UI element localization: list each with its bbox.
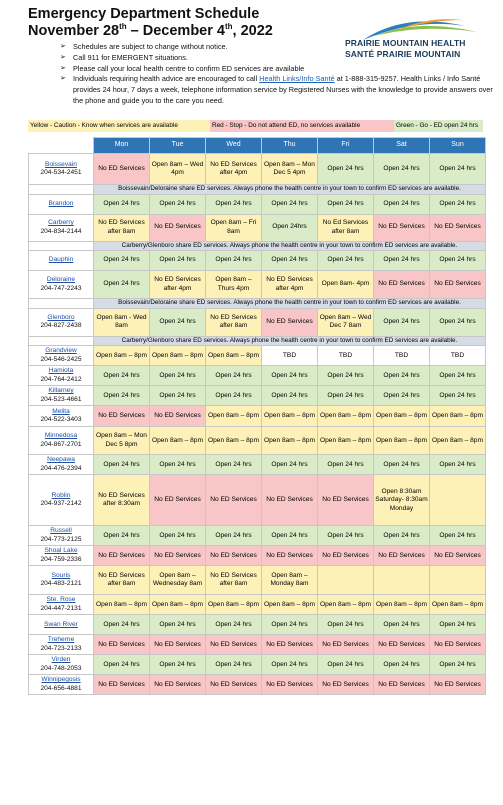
schedule-cell-thu: No ED Services (262, 308, 318, 336)
notice-item: ➢ Call 911 for EMERGENT situations. (60, 53, 500, 64)
day-header-fri: Fri (318, 138, 374, 154)
schedule-cell-sun: Open 8am – 8pm (430, 595, 486, 615)
schedule-cell-mon: Open 24 hrs (94, 655, 150, 675)
schedule-cell-tue: Open 24 hrs (150, 308, 206, 336)
schedule-cell-wed: Open 24 hrs (206, 366, 262, 386)
schedule-cell-thu: No ED Services (262, 546, 318, 566)
schedule-cell-tue: Open 24 hrs (150, 655, 206, 675)
schedule-cell-wed: Open 8am – Thurs 4pm (206, 271, 262, 299)
site-phone: 204-522-3403 (40, 416, 82, 424)
site-phone: 204-546-2425 (40, 355, 82, 363)
table-row (29, 406, 486, 427)
schedule-cell-thu: Open 24 hrs (262, 386, 318, 406)
shared-services-note: Boissevain/Deloraine share ED services. Always phone the health centre in your town to confirm ED services are available. (94, 185, 486, 195)
site-cell (29, 615, 94, 635)
schedule-cell-sat: No ED Services (374, 214, 430, 241)
day-header-sat: Sat (374, 138, 430, 154)
health-links-text-pre: Individuals requiring health advice are encouraged to call (73, 74, 260, 84)
schedule-cell-sat: Open 24 hrs (374, 615, 430, 635)
color-legend (28, 120, 483, 132)
schedule-cell-fri: No ED Services (318, 635, 374, 655)
site-name-link[interactable]: Hamiota (48, 367, 74, 375)
site-name-link[interactable]: Killarney (48, 387, 74, 395)
table-row (29, 546, 486, 566)
schedule-cell-wed: No ED Services (206, 675, 262, 695)
legend-red: Red - Stop - Do not attend ED, no services available (210, 120, 394, 132)
site-cell (29, 194, 94, 214)
title-date-start-suffix: th (119, 22, 127, 31)
schedule-cell-wed: Open 24 hrs (206, 386, 262, 406)
site-cell (29, 655, 94, 675)
site-phone: 204-523-4661 (40, 395, 82, 403)
schedule-cell-thu: Open 8am – Mon Dec 5 4pm (262, 154, 318, 185)
schedule-cell-fri: No ED Services (318, 475, 374, 526)
site-name-link[interactable]: Russell (50, 527, 72, 535)
schedule-cell-tue: Open 8am – Wednesday 8am (150, 566, 206, 595)
schedule-cell-sat: Open 24 hrs (374, 455, 430, 475)
note-spacer (29, 185, 94, 195)
site-cell (29, 635, 94, 655)
site-cell (29, 427, 94, 455)
schedule-cell-tue: No ED Services (150, 475, 206, 526)
schedule-cell-tue: Open 8am – Wed 4pm (150, 154, 206, 185)
schedule-cell-thu: No ED Services after 4pm (262, 271, 318, 299)
schedule-cell-sun (430, 566, 486, 595)
table-row (29, 214, 486, 241)
schedule-cell-fri: Open 24 hrs (318, 366, 374, 386)
site-cell (29, 366, 94, 386)
schedule-cell-fri: Open 24 hrs (318, 194, 374, 214)
schedule-cell-mon: No ED Services (94, 154, 150, 185)
schedule-cell-fri: TBD (318, 346, 374, 366)
site-name-link[interactable]: Glenboro (47, 313, 75, 321)
table-row (29, 595, 486, 615)
schedule-cell-fri: Open 8am – 8pm (318, 427, 374, 455)
schedule-cell-tue: Open 24 hrs (150, 526, 206, 546)
schedule-cell-fri: Open 24 hrs (318, 526, 374, 546)
schedule-cell-tue: No ED Services (150, 635, 206, 655)
schedule-cell-wed: Open 8am – 8pm (206, 595, 262, 615)
schedule-cell-tue: Open 8am – 8pm (150, 427, 206, 455)
schedule-cell-tue: No ED Services (150, 546, 206, 566)
site-name-link[interactable]: Melita (52, 407, 70, 415)
page-title (28, 6, 273, 40)
schedule-cell-fri: Open 24 hrs (318, 251, 374, 271)
note-spacer (29, 336, 94, 346)
schedule-cell-tue: Open 24 hrs (150, 366, 206, 386)
health-links-text-post: at 1-888-315-9257. Health Links / Info Santé provides 24 hour, 7 days a week, telephone information service by Registered Nurses with the knowledge to provide answers over the phone and guide you to the care you need. (73, 74, 493, 105)
shared-services-note: Boissevain/Deloraine share ED services. Always phone the health centre in your town to confirm ED services are available. (94, 299, 486, 309)
legend-yellow: Yellow - Caution - Know when services are available (28, 120, 210, 132)
schedule-cell-thu: Open 24 hrs (262, 251, 318, 271)
table-row (29, 251, 486, 271)
schedule-cell-mon: Open 24 hrs (94, 366, 150, 386)
schedule-cell-thu: Open 24 hrs (262, 194, 318, 214)
schedule-cell-sun: Open 24 hrs (430, 526, 486, 546)
table-row (29, 194, 486, 214)
title-date-range (28, 23, 273, 40)
schedule-cell-sat: Open 24 hrs (374, 308, 430, 336)
schedule-cell-thu: Open 8am – Monday 8am (262, 566, 318, 595)
schedule-cell-sat: No ED Services (374, 546, 430, 566)
schedule-cell-tue: Open 24 hrs (150, 194, 206, 214)
schedule-cell-mon: Open 8am – 8pm (94, 346, 150, 366)
schedule-cell-mon: Open 24 hrs (94, 526, 150, 546)
schedule-cell-sun (430, 475, 486, 526)
note-spacer (29, 299, 94, 309)
schedule-cell-sun: Open 24 hrs (430, 455, 486, 475)
site-name-link[interactable]: Minnedosa (44, 432, 78, 440)
table-row (29, 308, 486, 336)
schedule-cell-sat (374, 566, 430, 595)
site-phone: 204-748-2053 (40, 664, 82, 672)
title-date-year: , 2022 (232, 23, 273, 39)
shared-services-note-row (29, 299, 486, 309)
schedule-cell-mon: No ED Services after 8am (94, 214, 150, 241)
schedule-cell-fri: Open 24 hrs (318, 455, 374, 475)
schedule-cell-fri (318, 566, 374, 595)
schedule-cell-sat: No ED Services (374, 271, 430, 299)
table-row (29, 455, 486, 475)
ed-schedule-table (28, 137, 486, 695)
table-row (29, 427, 486, 455)
schedule-cell-tue: No ED Services (150, 675, 206, 695)
table-row (29, 526, 486, 546)
health-links-link[interactable]: Health Links/Info Santé (259, 74, 335, 84)
site-cell (29, 214, 94, 241)
schedule-cell-sat: No ED Services (374, 675, 430, 695)
schedule-cell-tue: Open 8am – 8pm (150, 346, 206, 366)
schedule-cell-sun: Open 24 hrs (430, 154, 486, 185)
site-cell (29, 406, 94, 427)
shared-services-note-row (29, 241, 486, 251)
schedule-cell-tue: Open 24 hrs (150, 386, 206, 406)
shared-services-note-row (29, 336, 486, 346)
site-cell (29, 251, 94, 271)
table-row (29, 346, 486, 366)
site-name-link[interactable]: Souris (51, 571, 71, 579)
schedule-cell-sun: Open 24 hrs (430, 615, 486, 635)
schedule-cell-sun: Open 24 hrs (430, 194, 486, 214)
site-name-link[interactable]: Grandview (45, 347, 77, 355)
schedule-cell-mon: No ED Services (94, 675, 150, 695)
schedule-cell-wed: No ED Services after 8am (206, 308, 262, 336)
schedule-cell-wed: Open 24 hrs (206, 615, 262, 635)
schedule-cell-mon: No ED Services after 8am (94, 566, 150, 595)
schedule-cell-tue: No ED Services (150, 406, 206, 427)
schedule-cell-thu: Open 24 hrs (262, 455, 318, 475)
notice-item: ➢ Please call your local health centre to confirm ED services are available (60, 64, 500, 75)
schedule-cell-sat: Open 24 hrs (374, 366, 430, 386)
site-cell (29, 308, 94, 336)
schedule-body (29, 154, 486, 695)
shared-services-note-row (29, 185, 486, 195)
site-phone: 204-476-2394 (40, 464, 82, 472)
day-header-row (29, 138, 486, 154)
site-name-link[interactable]: Neepawa (47, 456, 75, 464)
schedule-cell-sun: Open 24 hrs (430, 366, 486, 386)
site-name-link[interactable]: Treherne (47, 636, 75, 644)
table-row (29, 154, 486, 185)
note-spacer (29, 241, 94, 251)
schedule-cell-thu: Open 24hrs (262, 214, 318, 241)
site-name-link[interactable]: Carberry (48, 219, 74, 227)
schedule-cell-mon: Open 24 hrs (94, 194, 150, 214)
schedule-cell-sun: Open 24 hrs (430, 386, 486, 406)
schedule-cell-mon: Open 8am – 8pm (94, 595, 150, 615)
schedule-cell-wed: Open 24 hrs (206, 455, 262, 475)
logo-line-french: SANTÉ PRAIRIE MOUNTAIN (345, 48, 461, 59)
site-phone: 204-656-4881 (40, 684, 82, 692)
schedule-cell-thu: Open 8am – 8pm (262, 427, 318, 455)
site-phone: 204-773-2125 (40, 535, 82, 543)
schedule-cell-thu: Open 8am – 8pm (262, 406, 318, 427)
schedule-cell-tue: Open 24 hrs (150, 251, 206, 271)
schedule-cell-thu: TBD (262, 346, 318, 366)
table-row (29, 615, 486, 635)
site-cell (29, 566, 94, 595)
day-header-mon: Mon (94, 138, 150, 154)
site-cell (29, 675, 94, 695)
table-row (29, 366, 486, 386)
notice-list (60, 42, 500, 107)
schedule-cell-wed: No ED Services (206, 635, 262, 655)
schedule-cell-fri: Open 24 hrs (318, 615, 374, 635)
notice-item: ➢ Schedules are subject to change without notice. (60, 42, 500, 53)
site-phone: 204-447-2131 (40, 604, 82, 612)
schedule-cell-tue: No ED Services after 4pm (150, 271, 206, 299)
schedule-cell-fri: Open 24 hrs (318, 386, 374, 406)
site-name-link[interactable]: Boissevain (45, 160, 77, 168)
schedule-cell-mon: Open 24 hrs (94, 271, 150, 299)
notice-item-health-links (60, 74, 500, 106)
schedule-cell-fri: Open 24 hrs (318, 655, 374, 675)
title-date-start: November 28 (28, 23, 120, 39)
site-phone: 204-483-2121 (40, 580, 82, 588)
schedule-cell-tue: No ED Services (150, 214, 206, 241)
site-cell (29, 271, 94, 299)
site-cell (29, 455, 94, 475)
schedule-cell-fri: No Ed Services after 8am (318, 214, 374, 241)
schedule-cell-mon: Open 8am - Wed 8am (94, 308, 150, 336)
title-date-end-suffix: th (224, 22, 233, 31)
day-header-wed: Wed (206, 138, 262, 154)
schedule-cell-thu: Open 24 hrs (262, 526, 318, 546)
schedule-cell-thu: No ED Services (262, 475, 318, 526)
header-corner (29, 138, 94, 154)
shared-services-note: Carberry/Glenboro share ED services. Always phone the health centre in your town to confirm ED services are available. (94, 241, 486, 251)
site-phone: 204-937-2142 (40, 500, 82, 508)
table-row (29, 566, 486, 595)
title-date-mid: – December 4 (126, 23, 225, 39)
schedule-cell-sat: Open 24 hrs (374, 655, 430, 675)
schedule-cell-sat: Open 8am – 8pm (374, 595, 430, 615)
schedule-cell-fri: Open 8am – 8pm (318, 595, 374, 615)
schedule-cell-mon: No ED Services (94, 406, 150, 427)
table-row (29, 475, 486, 526)
schedule-cell-mon: No ED Services after 8:30am (94, 475, 150, 526)
day-header-thu: Thu (262, 138, 318, 154)
site-name-link[interactable]: Roblin (51, 491, 71, 499)
schedule-cell-sat: Open 24 hrs (374, 154, 430, 185)
schedule-cell-fri: Open 24 hrs (318, 154, 374, 185)
table-row (29, 635, 486, 655)
site-phone: 204-534-2451 (40, 169, 82, 176)
site-name-link[interactable]: Shoal Lake (44, 547, 78, 555)
schedule-cell-sun: No ED Services (430, 546, 486, 566)
schedule-cell-mon: Open 24 hrs (94, 615, 150, 635)
site-name-link[interactable]: Swan River (44, 620, 78, 628)
schedule-cell-wed: Open 8am – 8pm (206, 427, 262, 455)
schedule-cell-thu: Open 24 hrs (262, 655, 318, 675)
schedule-cell-sat: No ED Services (374, 635, 430, 655)
schedule-cell-wed: Open 8am – 8pm (206, 346, 262, 366)
schedule-cell-wed: Open 24 hrs (206, 526, 262, 546)
schedule-cell-fri: Open 8am – 8pm (318, 406, 374, 427)
schedule-cell-mon: Open 24 hrs (94, 455, 150, 475)
schedule-cell-sat: Open 24 hrs (374, 251, 430, 271)
title-line-1: Emergency Department Schedule (28, 6, 260, 22)
schedule-cell-sun: TBD (430, 346, 486, 366)
shared-services-note: Carberry/Glenboro share ED services. Always phone the health centre in your town to confirm ED services are available. (94, 336, 486, 346)
schedule-cell-tue: Open 24 hrs (150, 615, 206, 635)
schedule-cell-sun: Open 24 hrs (430, 251, 486, 271)
schedule-cell-thu: No ED Services (262, 675, 318, 695)
schedule-cell-wed: Open 8am – 8pm (206, 406, 262, 427)
table-row (29, 655, 486, 675)
schedule-cell-fri: Open 8am – Wed Dec 7 8am (318, 308, 374, 336)
site-name-link[interactable]: Winnipegosis (41, 676, 81, 684)
schedule-cell-wed: No ED Services after 4pm (206, 154, 262, 185)
schedule-cell-fri: Open 8am- 4pm (318, 271, 374, 299)
table-row (29, 675, 486, 695)
schedule-cell-sun: Open 24 hrs (430, 308, 486, 336)
site-cell (29, 595, 94, 615)
schedule-cell-mon: Open 8am – Mon Dec 5 8pm (94, 427, 150, 455)
schedule-cell-tue: Open 8am – 8pm (150, 595, 206, 615)
schedule-cell-sat: Open 8am – 8pm (374, 406, 430, 427)
site-name-link[interactable]: Dauphin (48, 256, 74, 264)
schedule-cell-sat: Open 24 hrs (374, 526, 430, 546)
schedule-cell-sun: No ED Services (430, 675, 486, 695)
schedule-cell-sun: No ED Services (430, 214, 486, 241)
schedule-cell-sun: Open 8am – 8pm (430, 406, 486, 427)
schedule-cell-sat: Open 8am – 8pm (374, 427, 430, 455)
schedule-cell-wed: Open 24 hrs (206, 655, 262, 675)
schedule-cell-wed: No ED Services (206, 546, 262, 566)
site-name-link[interactable]: Deloraine (46, 276, 76, 284)
schedule-cell-sat: Open 24 hrs (374, 194, 430, 214)
site-cell (29, 526, 94, 546)
schedule-cell-sun: Open 24 hrs (430, 655, 486, 675)
schedule-cell-thu: Open 24 hrs (262, 615, 318, 635)
site-phone: 204-764-2412 (40, 375, 82, 383)
schedule-cell-wed: Open 24 hrs (206, 194, 262, 214)
schedule-cell-thu: Open 24 hrs (262, 366, 318, 386)
schedule-cell-thu: Open 8am – 8pm (262, 595, 318, 615)
site-cell (29, 546, 94, 566)
schedule-cell-mon: No ED Services (94, 635, 150, 655)
schedule-cell-fri: No ED Services (318, 546, 374, 566)
schedule-cell-mon: Open 24 hrs (94, 251, 150, 271)
schedule-cell-sat: Open 24 hrs (374, 386, 430, 406)
schedule-cell-sun: Open 8am – 8pm (430, 427, 486, 455)
site-cell (29, 346, 94, 366)
table-row (29, 271, 486, 299)
site-name-link[interactable]: Brandon (48, 199, 74, 207)
site-cell (29, 475, 94, 526)
schedule-cell-sun: No ED Services (430, 271, 486, 299)
schedule-cell-wed: Open 24 hrs (206, 251, 262, 271)
site-name-link[interactable]: Ste. Rose (46, 596, 76, 604)
schedule-cell-tue: Open 24 hrs (150, 455, 206, 475)
site-phone: 204-827-2438 (40, 322, 82, 330)
day-header-sun: Sun (430, 138, 486, 154)
schedule-cell-sun: No ED Services (430, 635, 486, 655)
site-phone: 204-759-2336 (40, 555, 82, 563)
schedule-cell-wed: No ED Services (206, 475, 262, 526)
schedule-cell-wed: Open 8am – Fri 8am (206, 214, 262, 241)
site-cell (29, 386, 94, 406)
schedule-cell-sat: Open 8:30am Saturday- 8:30am Monday (374, 475, 430, 526)
site-name-link[interactable]: Virden (51, 656, 71, 664)
site-phone: 204-723-2133 (40, 644, 82, 652)
schedule-cell-mon: Open 24 hrs (94, 386, 150, 406)
schedule-cell-mon: No ED Services (94, 546, 150, 566)
logo-line-english: PRAIRIE MOUNTAIN HEALTH (345, 38, 466, 48)
site-phone: 204-867-2701 (40, 440, 82, 448)
schedule-cell-fri: No ED Services (318, 675, 374, 695)
schedule-cell-sat: TBD (374, 346, 430, 366)
schedule-cell-wed: No ED Services after 8am (206, 566, 262, 595)
site-phone: 204-834-2144 (40, 227, 82, 235)
table-row (29, 386, 486, 406)
schedule-cell-thu: No ED Services (262, 635, 318, 655)
site-cell (29, 154, 94, 185)
site-phone: 204-747-2243 (40, 284, 82, 292)
day-header-tue: Tue (150, 138, 206, 154)
legend-green: Green - Go - ED open 24 hrs (394, 120, 483, 132)
